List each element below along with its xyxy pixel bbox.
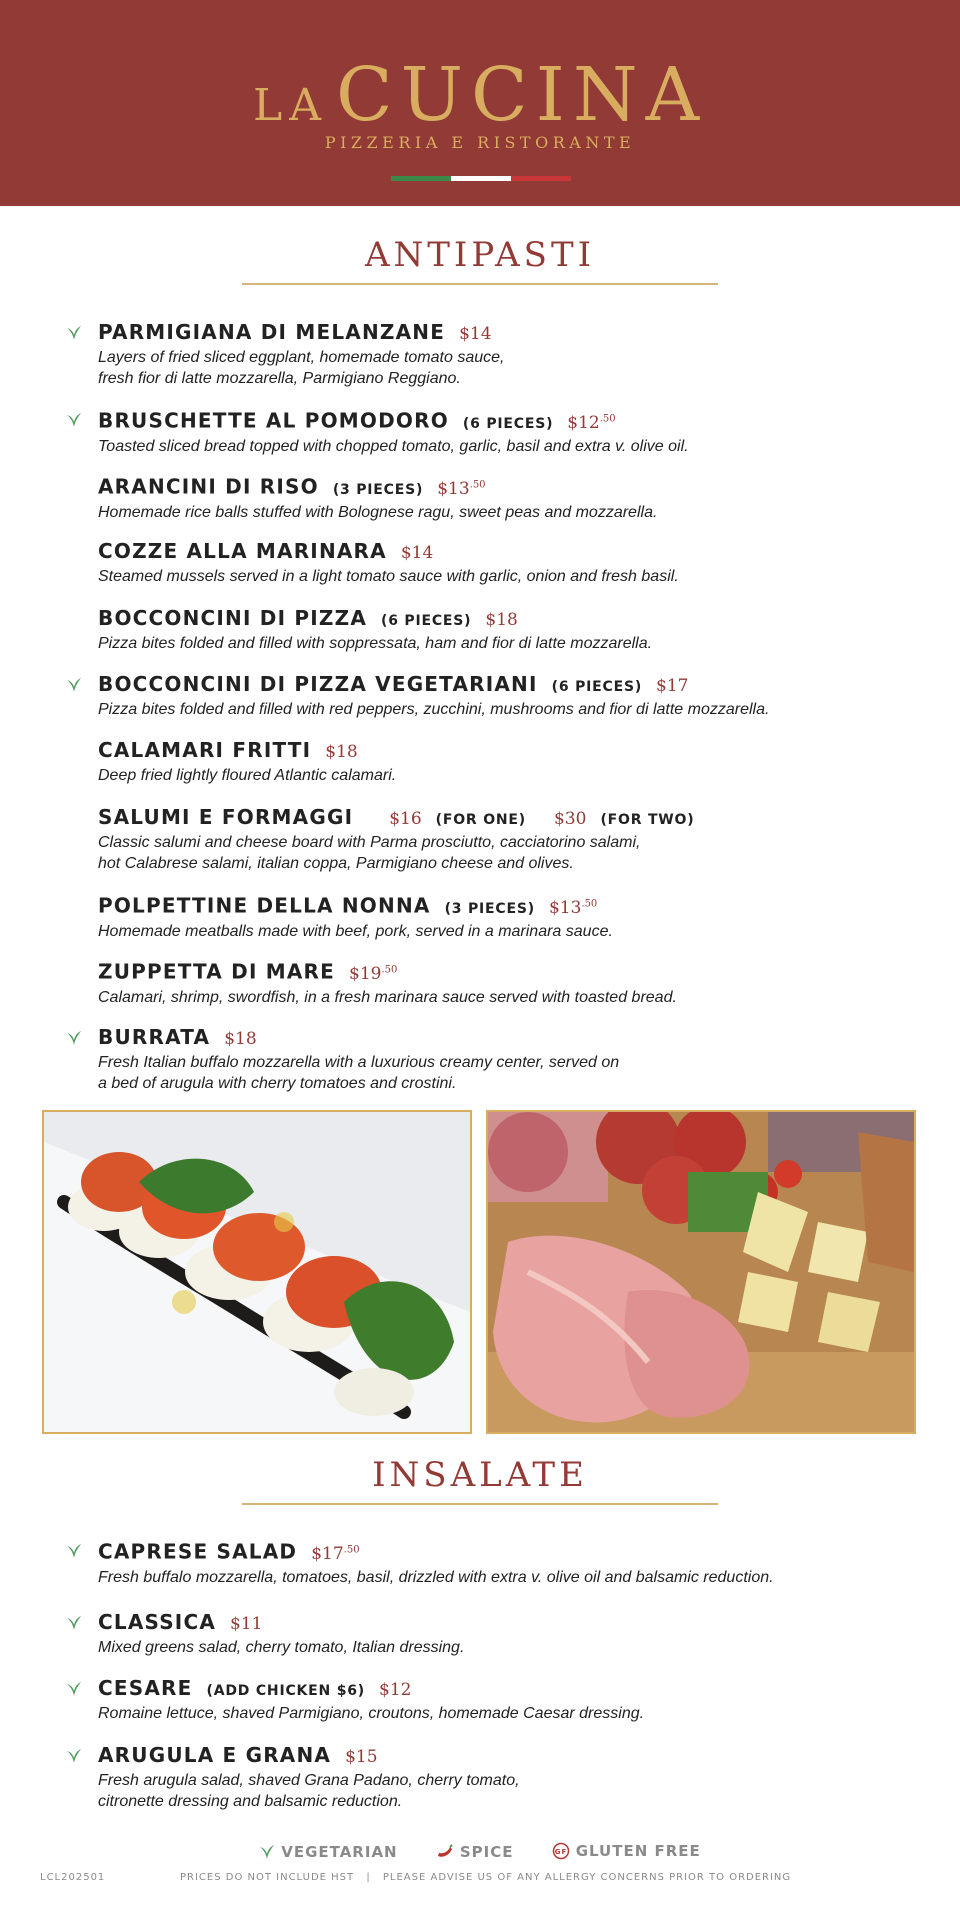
brand-small: LA <box>252 80 328 131</box>
item-name: ZUPPETTA DI MARE <box>98 959 336 984</box>
item-name: BURRATA <box>98 1025 211 1049</box>
item-price: $\$19^{.50}$ <box>349 963 398 984</box>
item-name: BRUSCHETTE AL POMODORO <box>98 408 449 433</box>
item-note: (3 PIECES) <box>332 481 424 498</box>
item-price: $14 <box>459 324 492 344</box>
legend-gluten-free-label: GLUTEN FREE <box>575 1842 701 1860</box>
caprese-image <box>44 1112 470 1432</box>
menu-item <box>98 320 918 389</box>
item-price: $18 <box>224 1029 257 1049</box>
menu-item <box>98 958 918 1008</box>
item-price: $17 <box>656 676 689 696</box>
menu-item <box>98 407 918 457</box>
item-price: $18 <box>325 742 358 762</box>
item-name: CLASSICA <box>98 1610 217 1634</box>
brand-logo <box>0 52 960 138</box>
header-banner <box>0 0 960 206</box>
vegetarian-icon <box>66 677 82 693</box>
item-note: (6 PIECES) <box>381 613 472 629</box>
menu-item <box>98 1610 918 1658</box>
section-title-antipasti: ANTIPASTI <box>364 235 596 275</box>
item-price: $12 <box>379 1680 412 1700</box>
svg-text:GF: GF <box>554 1848 567 1856</box>
item-name: ARUGULA E GRANA <box>98 1743 332 1767</box>
item-name: CALAMARI FRITTI <box>98 738 312 762</box>
flag-green <box>391 176 451 181</box>
vegetarian-icon <box>66 1615 82 1631</box>
vegetarian-icon <box>66 1543 82 1559</box>
item-price: $\$17^{.50}$ <box>311 1543 360 1564</box>
item-name: CESARE <box>98 1676 193 1700</box>
item-description: Pizza bites folded and filled with soppressata, ham and fior di latte mozzarella. <box>98 635 653 652</box>
item-name: BOCCONCINI DI PIZZA VEGETARIANI <box>98 672 538 696</box>
item-note: (6 PIECES) <box>462 415 554 432</box>
item-name: ARANCINI DI RISO <box>98 474 319 499</box>
footer-hst: PRICES DO NOT INCLUDE HST <box>180 1872 355 1883</box>
footer-code: LCL202501 <box>40 1872 106 1883</box>
vegetarian-icon <box>66 1030 82 1046</box>
menu-item <box>98 473 918 523</box>
flag-white <box>451 176 511 181</box>
vegetarian-icon <box>66 325 82 341</box>
flag-red <box>511 176 571 181</box>
legend-vegetarian-label: VEGETARIAN <box>281 1843 398 1861</box>
item-description: Homemade rice balls stuffed with Bolognese ragu, sweet peas and mozzarella. <box>98 503 658 521</box>
vegetarian-icon <box>66 412 82 428</box>
menu-item <box>98 892 918 942</box>
footer-note <box>180 1872 791 1883</box>
gluten-free-icon <box>552 1842 570 1860</box>
item-name: SALUMI E FORMAGGI <box>98 805 354 829</box>
item-name: POLPETTINE DELLA NONNA <box>98 893 431 918</box>
section-title-insalate: INSALATE <box>372 1455 588 1495</box>
item-description: Fresh Italian buffalo mozzarella with a luxurious creamy center, served on a bed of arugula with cherry tomatoes and crostini. <box>98 1054 620 1092</box>
item-description: Fresh arugula salad, shaved Grana Padano, cherry tomato, citronette dressing and balsamic reduction. <box>98 1772 520 1810</box>
item-description: Classic salumi and cheese board with Parma prosciutto, cacciatorino salami, hot Calabrese salami, italian coppa, Parmigiano cheese and olives. <box>98 834 641 872</box>
item-name: CAPRESE SALAD <box>98 1539 298 1564</box>
item-price: $\$13^{.50}$ <box>548 897 598 918</box>
item-price: $\$13^{.50}$ <box>437 478 486 499</box>
item-price-note: (FOR ONE) <box>435 812 526 828</box>
item-description: Pizza bites folded and filled with red peppers, zucchini, mushrooms and fior di latte mozzarella. <box>98 701 770 718</box>
item-description: Calamari, shrimp, swordfish, in a fresh marinara sauce served with toasted bread. <box>98 988 677 1006</box>
brand-large: CUCINA <box>335 52 708 138</box>
chili-pepper-icon <box>436 1844 454 1860</box>
legend-vegetarian <box>259 1843 397 1861</box>
item-description: Romaine lettuce, shaved Parmigiano, croutons, homemade Caesar dressing. <box>98 1705 645 1722</box>
footer-allergy: PLEASE ADVISE US OF ANY ALLERGY CONCERNS PRIOR TO ORDERING <box>382 1872 792 1883</box>
item-price-2: $30 <box>553 809 587 829</box>
item-price: $15 <box>345 1747 378 1767</box>
item-note: (ADD CHICKEN $6) <box>206 1683 366 1699</box>
menu-item <box>98 672 918 720</box>
legend-spice <box>436 1843 514 1861</box>
vegetarian-icon <box>66 1681 82 1697</box>
item-description: Deep fried lightly floured Atlantic calamari. <box>98 767 397 784</box>
item-price: $16 <box>389 809 422 829</box>
menu-item <box>98 1538 918 1588</box>
item-price: $14 <box>400 543 434 563</box>
menu-item <box>98 1025 918 1094</box>
item-note: (6 PIECES) <box>551 679 643 695</box>
item-price: $11 <box>230 1614 263 1634</box>
vegetarian-icon <box>66 1748 82 1764</box>
item-description: Layers of fried sliced eggplant, homemade tomato sauce, fresh fior di latte mozzarella, Parmigiano Reggiano. <box>98 349 505 387</box>
menu-item <box>98 738 918 786</box>
photo-salumi <box>486 1110 916 1434</box>
legend <box>0 1842 960 1864</box>
menu-item <box>98 1676 918 1724</box>
item-price-2-note: (FOR TWO) <box>600 812 695 828</box>
legend-gluten-free <box>552 1842 701 1860</box>
item-note: (3 PIECES) <box>444 900 535 917</box>
menu-item <box>98 805 918 874</box>
menu-item <box>98 606 918 654</box>
item-price: $\$12^{.50}$ <box>567 412 616 433</box>
brand-subtitle: PIZZERIA E RISTORANTE <box>324 133 636 152</box>
item-price: $18 <box>485 610 518 630</box>
item-description: Homemade meatballs made with beef, pork, served in a marinara sauce. <box>98 922 613 940</box>
footer-separator: | <box>366 1872 371 1883</box>
vegetarian-icon <box>259 1844 275 1860</box>
salumi-image <box>488 1112 914 1432</box>
menu-item <box>98 1743 918 1812</box>
photo-caprese <box>42 1110 472 1434</box>
item-name: COZZE ALLA MARINARA <box>98 539 387 563</box>
section-rule <box>242 1503 718 1505</box>
item-name: BOCCONCINI DI PIZZA <box>98 606 367 630</box>
item-description: Mixed greens salad, cherry tomato, Italian dressing. <box>98 1639 465 1656</box>
legend-spice-label: SPICE <box>459 1843 514 1861</box>
item-description: Fresh buffalo mozzarella, tomatoes, basil, drizzled with extra v. olive oil and balsamic reduction. <box>98 1568 774 1586</box>
item-name: PARMIGIANA DI MELANZANE <box>98 320 446 344</box>
italian-flag-stripe <box>391 176 571 181</box>
item-description: Steamed mussels served in a light tomato sauce with garlic, onion and fresh basil. <box>98 568 679 585</box>
item-description: Toasted sliced bread topped with chopped tomato, garlic, basil and extra v. olive oil. <box>98 437 689 455</box>
menu-item <box>98 539 918 587</box>
section-rule <box>242 283 718 285</box>
